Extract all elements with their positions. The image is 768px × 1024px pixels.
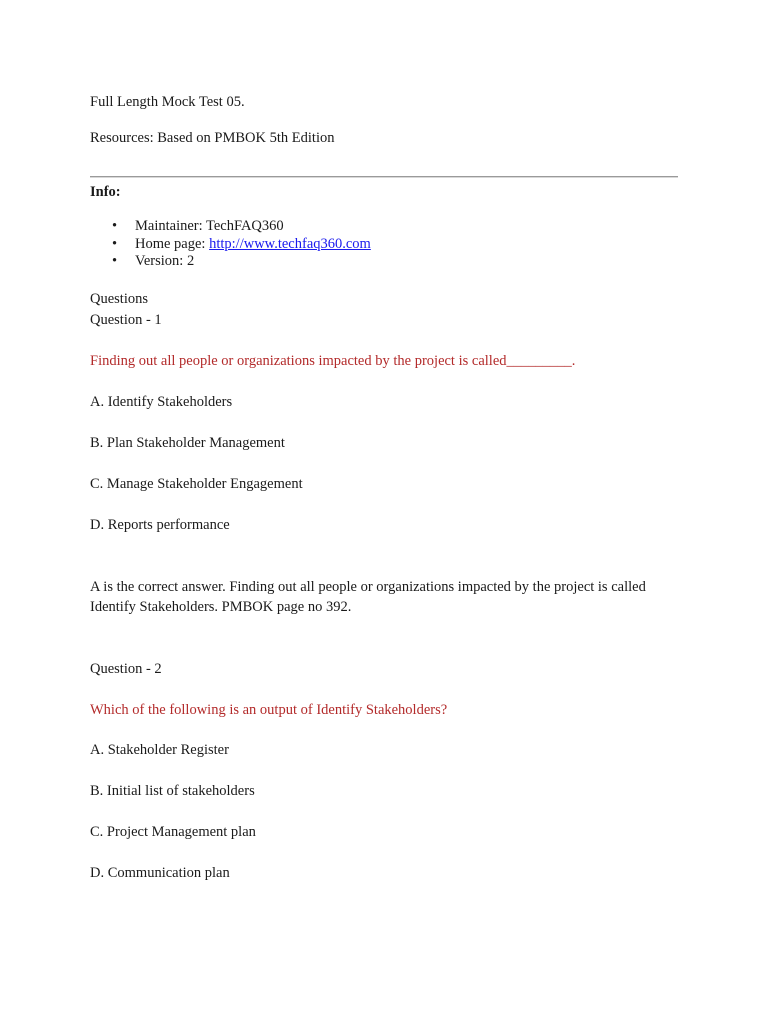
bullet-icon: • — [112, 253, 118, 269]
question-2-option-b: B. Initial list of stakeholders — [90, 783, 255, 799]
info-item-maintainer — [90, 218, 371, 236]
question-2-option-d: D. Communication plan — [90, 865, 230, 881]
document-page — [90, 0, 680, 1024]
info-item-home-page — [90, 236, 371, 254]
question-2-label: Question - 2 — [90, 661, 162, 677]
question-1-answer: A is the correct answer. Finding out all people or organizations impacted by the project is called Identify Stakeholders. PMBOK page no 392. — [90, 579, 646, 615]
info-item-version — [90, 253, 371, 271]
question-1-text: Finding out all people or organizations impacted by the project is called_________. — [90, 353, 576, 369]
document-title: Full Length Mock Test 05. — [90, 94, 245, 110]
question-2-option-a: A. Stakeholder Register — [90, 742, 229, 758]
version-text: Version: 2 — [135, 253, 195, 269]
info-heading: Info: — [90, 184, 121, 200]
question-1-option-c: C. Manage Stakeholder Engagement — [90, 476, 303, 492]
resources-line: Resources: Based on PMBOK 5th Edition — [90, 130, 335, 146]
question-2-option-c: C. Project Management plan — [90, 824, 256, 840]
question-1-option-d: D. Reports performance — [90, 517, 230, 533]
questions-heading: Questions — [90, 291, 148, 307]
horizontal-divider — [90, 176, 678, 178]
question-1-option-b: B. Plan Stakeholder Management — [90, 435, 285, 451]
home-page-link[interactable]: http://www.techfaq360.com — [209, 235, 371, 252]
home-page-label: Home page: — [135, 235, 210, 252]
maintainer-text: Maintainer: TechFAQ360 — [135, 218, 284, 234]
info-list — [90, 218, 371, 271]
bullet-icon: • — [112, 235, 118, 252]
question-2-text: Which of the following is an output of Identify Stakeholders? — [90, 702, 448, 718]
question-1-label: Question - 1 — [90, 312, 162, 328]
question-1-option-a: A. Identify Stakeholders — [90, 394, 233, 410]
bullet-icon: • — [112, 218, 118, 234]
